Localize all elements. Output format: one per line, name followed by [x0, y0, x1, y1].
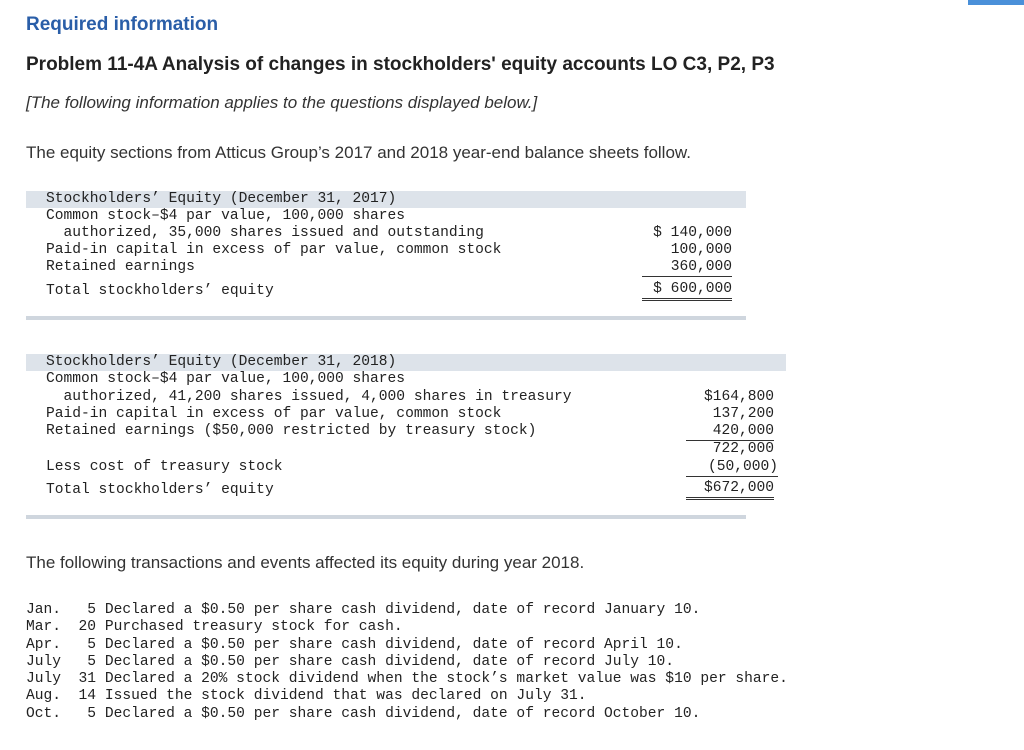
transaction-row: Mar. 20 Purchased treasury stock for cash. — [26, 619, 403, 636]
equity-2018-line-total: Total stockholders’ equity — [46, 482, 274, 498]
equity-2018-line-common: Common stock–$4 par value, 100,000 shares — [46, 371, 406, 387]
equity-2017-line-retained: Retained earnings — [46, 259, 195, 275]
required-information-heading: Required information — [26, 14, 219, 35]
transactions-list — [26, 602, 788, 723]
equity-2018-amount-subtotal: 722,000 — [712, 441, 774, 457]
equity-2018-amount-retained: 420,000 — [686, 423, 774, 441]
equity-2017-line-total: Total stockholders’ equity — [46, 283, 274, 299]
equity-2017-amount-paid-in: 100,000 — [670, 242, 732, 258]
transaction-row: July 31 Declared a 20% stock dividend when the stock’s market value was $10 per share. — [26, 671, 788, 688]
equity-2018-line-treasury: Less cost of treasury stock — [46, 459, 283, 475]
equity-2017-amount-common: $ 140,000 — [653, 225, 732, 241]
equity-2018-line-paid-in: Paid-in capital in excess of par value, common stock — [46, 406, 502, 422]
equity-2017-section — [26, 191, 746, 301]
equity-2018-line-retained: Retained earnings ($50,000 restricted by treasury stock) — [46, 423, 537, 439]
intro-text: The equity sections from Atticus Group’s 2017 and 2018 year-end balance sheets follow. — [26, 143, 691, 162]
transactions-intro: The following transactions and events affected its equity during year 2018. — [26, 553, 585, 572]
equity-2018-section — [26, 354, 786, 504]
equity-2018-amount-total: $672,000 — [686, 480, 774, 500]
applies-note: [The following information applies to the questions displayed below.] — [26, 93, 538, 112]
equity-2017-line-paid-in: Paid-in capital in excess of par value, common stock — [46, 242, 502, 258]
equity-2018-amount-common: $164,800 — [703, 389, 774, 405]
top-accent-bar — [968, 0, 1024, 5]
equity-2017-line-common: Common stock–$4 par value, 100,000 shares — [46, 208, 406, 224]
equity-2018-amount-paid-in: 137,200 — [712, 406, 774, 422]
equity-2018-amount-treasury: (50,000) — [686, 459, 778, 477]
transaction-row: Aug. 14 Issued the stock dividend that was declared on July 31. — [26, 688, 587, 705]
equity-2018-heading: Stockholders’ Equity (December 31, 2018) — [46, 354, 397, 370]
transaction-row: Oct. 5 Declared a $0.50 per share cash dividend, date of record October 10. — [26, 705, 701, 722]
section-divider-2018 — [26, 515, 746, 519]
transaction-row: July 5 Declared a $0.50 per share cash dividend, date of record July 10. — [26, 653, 675, 670]
section-divider-2017 — [26, 316, 746, 320]
transaction-row: Jan. 5 Declared a $0.50 per share cash dividend, date of record January 10. — [26, 602, 701, 618]
equity-2017-heading: Stockholders’ Equity (December 31, 2017) — [46, 191, 397, 207]
equity-2018-line-authorized: authorized, 41,200 shares issued, 4,000 shares in treasury — [46, 389, 572, 405]
equity-2017-amount-retained: 360,000 — [642, 259, 732, 277]
equity-2017-line-authorized: authorized, 35,000 shares issued and outstanding — [46, 225, 484, 241]
problem-title: Problem 11-4A Analysis of changes in stockholders' equity accounts LO C3, P2, P3 — [26, 54, 775, 75]
transaction-row: Apr. 5 Declared a $0.50 per share cash dividend, date of record April 10. — [26, 636, 683, 653]
equity-2017-amount-total: $ 600,000 — [642, 281, 732, 301]
